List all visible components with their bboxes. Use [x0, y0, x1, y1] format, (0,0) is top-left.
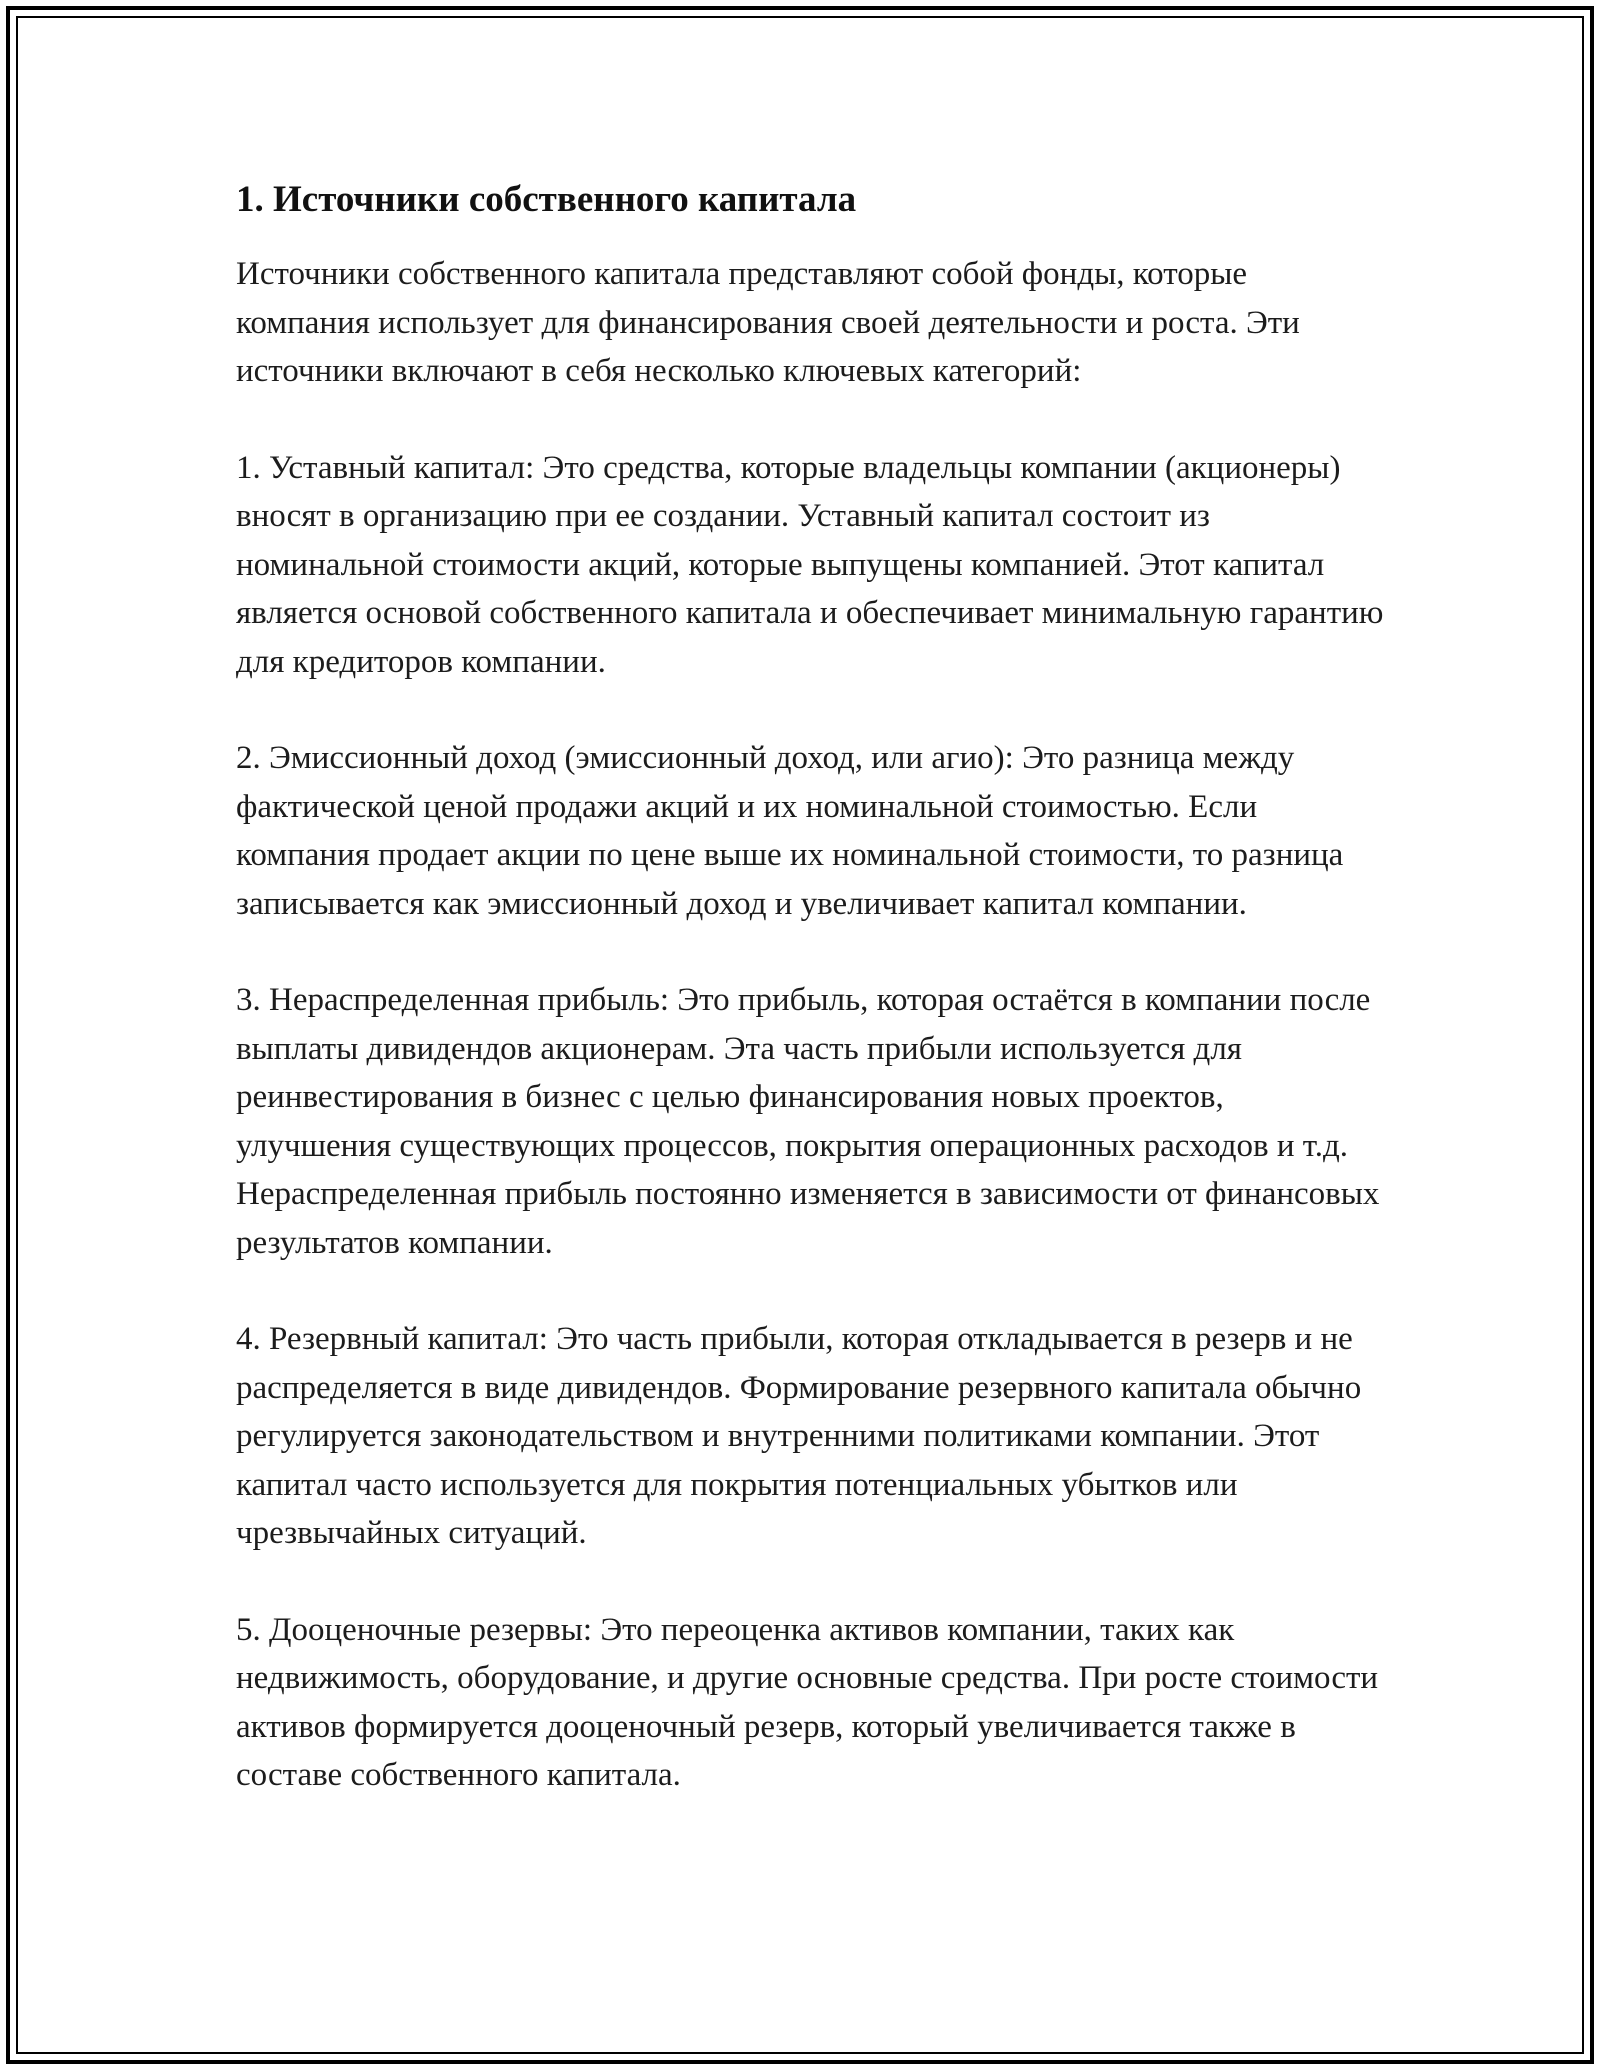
- intro-paragraph: Источники собственного капитала представляют собой фонды, которые компания использует для финансирования своей деятельности и роста. Эти источники включают в себя несколько ключевых категорий:: [236, 256, 1300, 390]
- paragraph-share-premium: 2. Эмиссионный доход (эмиссионный доход, или агио): Это разница между фактической ценой продажи акций и их номинальной стоимостью. Если компания продает акции по цене выше их номинальной стоимости, то разница записывается как эмиссионный доход и увеличивает капитал компании.: [236, 740, 1344, 922]
- paragraph-revaluation-reserves: 5. Дооценочные резервы: Это переоценка активов компании, таких как недвижимость, оборудование, и другие основные средства. При росте стоимости активов формируется дооценочный резерв, который увеличивается также в составе собственного капитала.: [236, 1611, 1379, 1794]
- paragraph-reserve-capital: 4. Резервный капитал: Это часть прибыли, которая откладывается в резерв и не распределяется в виде дивидендов. Формирование резервного капитала обычно регулируется законодательством и внутренними политиками компании. Этот капитал часто используется для покрытия потенциальных убытков или чрезвычайных ситуаций.: [236, 1321, 1362, 1552]
- paragraph-authorized-capital: 1. Уставный капитал: Это средства, которые владельцы компании (акционеры) вносят в организацию при ее создании. Уставный капитал состоит из номинальной стоимости акций, которые выпущены компанией. Этот капитал является основой собственного капитала и обеспечивает минимальную гарантию для кредиторов компании.: [236, 449, 1384, 680]
- paragraph-retained-earnings: 3. Нераспределенная прибыль: Это прибыль, которая остаётся в компании после выплаты дивидендов акционерам. Эта часть прибыли используется для реинвестирования в бизнес с целью финансирования новых проектов, улучшения существующих процессов, покрытия операционных расходов и т.д. Нераспределенная прибыль постоянно изменяется в зависимости от финансовых результатов компании.: [236, 982, 1380, 1261]
- document-body: [236, 178, 1386, 1848]
- section-title: 1. Источники собственного капитала: [236, 179, 857, 220]
